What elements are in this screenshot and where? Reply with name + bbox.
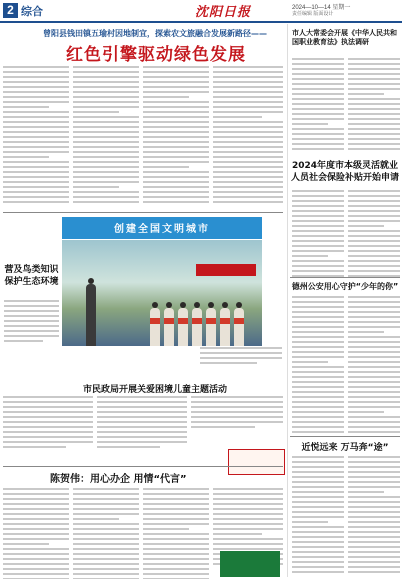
- photo-student-figure: [206, 308, 216, 346]
- page-header: [0, 0, 402, 22]
- feature-side-text: [4, 300, 59, 345]
- mid-article-col-1: [3, 396, 93, 451]
- right-article-1-col-a: [292, 58, 344, 153]
- photo-caption: [200, 347, 282, 367]
- lead-column-2: [73, 66, 139, 206]
- right-headline-4: 近悦远来 万马奔“途”: [301, 443, 389, 453]
- photo-student-figure: [150, 308, 160, 346]
- feature-divider: [3, 212, 283, 213]
- right-article-2-col-a: [292, 190, 344, 280]
- lead-subhead: 曾阳县钱田镇五瑜村因地制宜，探索农文旅融合发展新路径——: [43, 29, 267, 38]
- photo-student-figure: [220, 308, 230, 346]
- right-headline-1: 市人大常委会开展《中华人民共和国职业教育法》执法调研: [292, 29, 397, 46]
- right-headline-2: 2024年度市本级灵活就业人员社会保险补贴开始申请: [290, 161, 399, 183]
- right-divider-2: [290, 436, 400, 437]
- issue-date: 2024—10—14 星期一: [292, 5, 351, 11]
- lower-article-col-1: [3, 488, 69, 579]
- mid-headline: 市民政局开展关爱困境儿童主题活动: [82, 385, 227, 395]
- section-title: 综合: [21, 5, 43, 18]
- photo-student-figure: [192, 308, 202, 346]
- lower-headline: 陈贺伟：用心办企 用情“代言”: [50, 474, 187, 485]
- lead-headline: 红色引擎驱动绿色发展: [66, 45, 246, 65]
- photo-adult-figure: [86, 284, 96, 346]
- feature-photo: [62, 240, 262, 346]
- lower-divider: [3, 466, 283, 467]
- editor-line: 责任编辑 版面设计: [292, 11, 334, 17]
- lead-column-3: [143, 66, 209, 206]
- lead-column-4: [213, 66, 283, 206]
- right-article-1-col-b: [348, 58, 400, 153]
- right-article-2-col-b: [348, 190, 400, 280]
- page-number: 2: [3, 3, 18, 18]
- right-article-4-col-b: [348, 456, 400, 576]
- mid-article-col-2: [97, 396, 187, 451]
- feature-banner-title: 创建全国文明城市: [114, 224, 210, 235]
- right-article-4-col-a: [292, 456, 344, 576]
- right-article-3-col-a: [292, 296, 344, 436]
- right-column-divider: [287, 24, 288, 577]
- right-divider-1: [290, 277, 400, 278]
- photo-student-figure: [178, 308, 188, 346]
- lower-article-col-2: [73, 488, 139, 579]
- right-headline-3: 德州公安用心守护“少年的你”: [291, 282, 399, 291]
- photo-student-figure: [234, 308, 244, 346]
- header-rule: [0, 21, 402, 23]
- mid-article-col-3: [191, 396, 283, 431]
- feature-side-headline: 营及鸟类知识 保护生态环境: [4, 265, 59, 287]
- lower-article-col-3: [143, 488, 209, 579]
- photo-red-tag: [196, 264, 256, 276]
- lead-column-1: [3, 66, 69, 206]
- right-article-3-col-b: [348, 296, 400, 436]
- bottom-ad: [220, 551, 280, 577]
- photo-student-figure: [164, 308, 174, 346]
- masthead-logo: 沈阳日报: [195, 5, 252, 20]
